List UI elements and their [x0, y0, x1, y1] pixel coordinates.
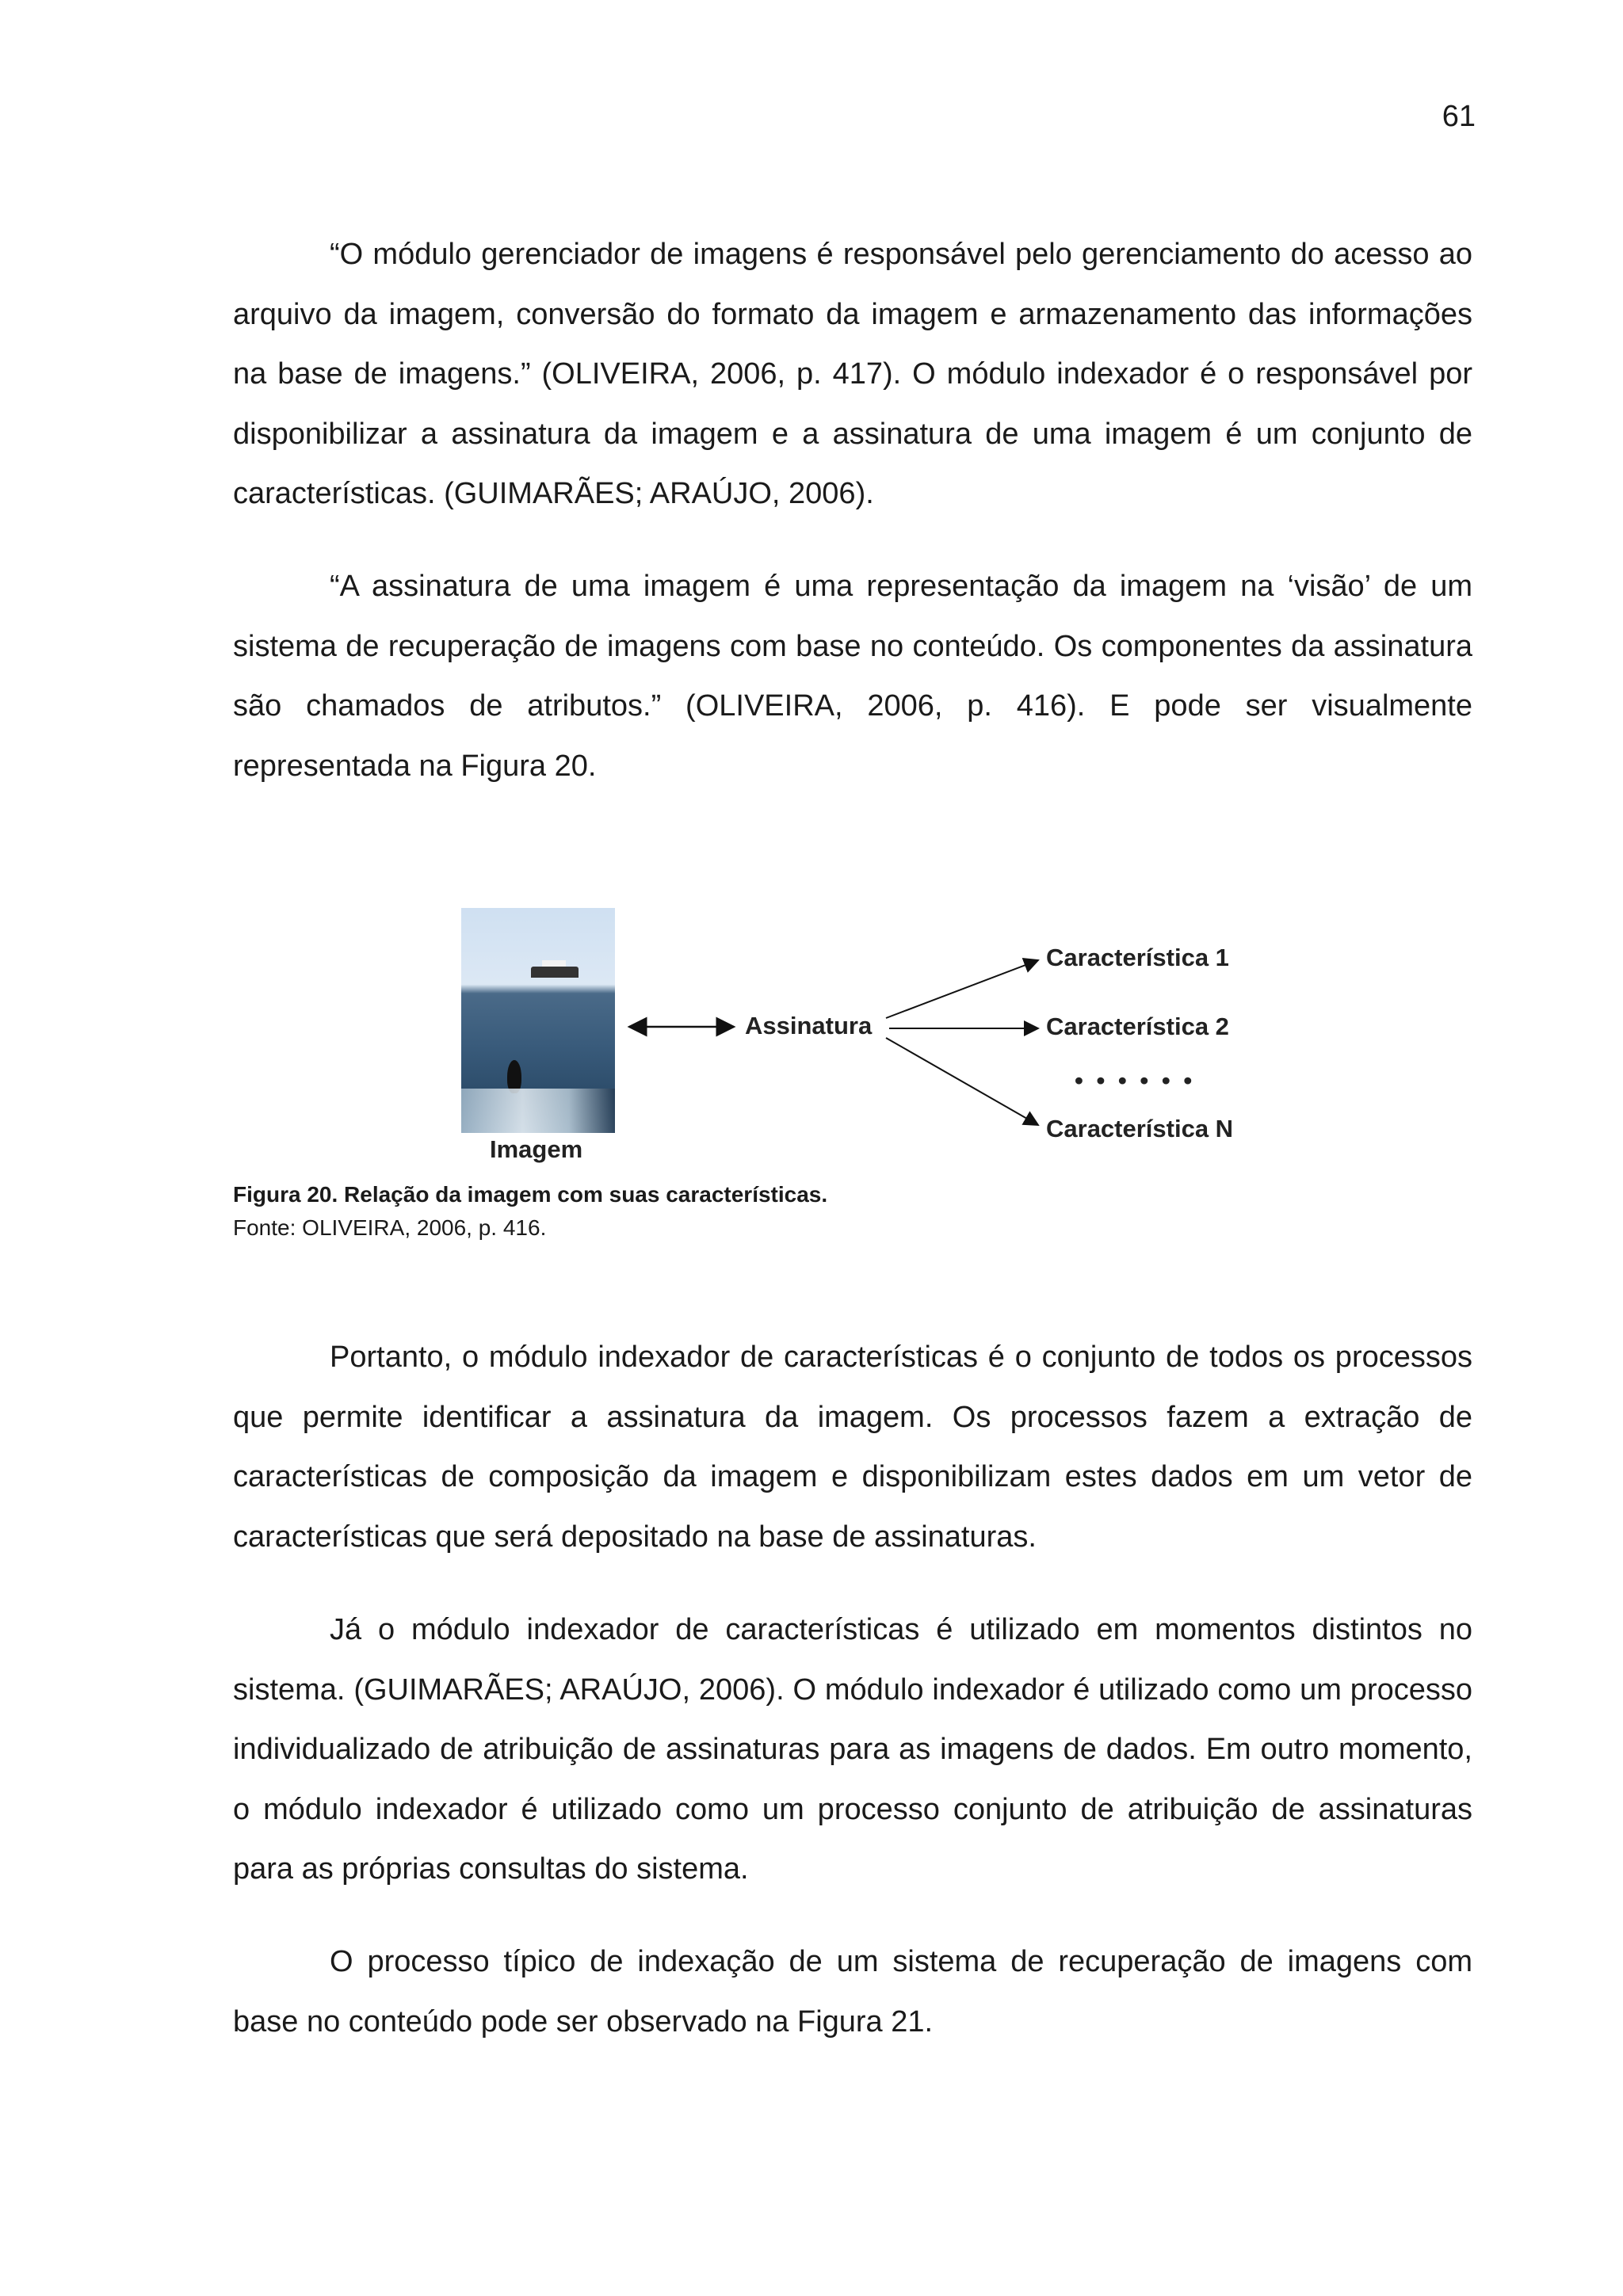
- paragraph-1: “O módulo gerenciador de imagens é responsável pelo gerenciamento do acesso ao arquivo da imagem, conversão do formato da imagem e armazenamento das informações na base de imagens.” (OLIVEIRA, 2006, p. 417). O módulo indexador é o responsável por disponibilizar a assinatura da imagem e a assinatura de uma imagem é um conjunto de características. (GUIMARÃES; ARAÚJO, 2006).: [233, 238, 1472, 510]
- ellipsis-dots: • • • • • •: [1075, 1066, 1196, 1094]
- paragraph-2: “A assinatura de uma imagem é uma representação da imagem na ‘visão’ de um sistema de recuperação de imagens com base no conteúdo. Os componentes da assinatura são chamados de atributos.” (OLIVEIRA, 2006, p. 416). E pode ser visualmente representada na Figura 20.: [233, 570, 1472, 783]
- arrow-to-feature-n: [886, 1038, 1038, 1125]
- figure-caption: [233, 1178, 827, 1245]
- figure-20: [452, 887, 1260, 1173]
- signature-label: Assinatura: [745, 1012, 873, 1039]
- paragraph-3: Portanto, o módulo indexador de características é o conjunto de todos os processos que permite identificar a assinatura da imagem. Os processos fazem a extração de características de composição da imagem e disponibilizam estes dados em um vetor de características que será depositado na base de assinaturas.: [233, 1341, 1472, 1554]
- page-number: 61: [1442, 100, 1476, 133]
- paragraph-5: O processo típico de indexação de um sistema de recuperação de imagens com base no conteúdo pode ser observado na Figura 21.: [233, 1945, 1472, 2039]
- paragraph-4: Já o módulo indexador de características é utilizado em momentos distintos no sistema. (GUIMARÃES; ARAÚJO, 2006). O módulo indexador é utilizado como um processo individualizado de atribuição de assinaturas para as imagens de dados. Em outro momento, o módulo indexador é utilizado como um processo conjunto de atribuição de assinaturas para as próprias consultas do sistema.: [233, 1613, 1472, 1886]
- caption-title: Figura 20. Relação da imagem com suas características.: [233, 1182, 828, 1207]
- arrow-to-feature-1: [886, 960, 1038, 1018]
- feature-2-label: Característica 2: [1046, 1013, 1229, 1040]
- feature-1-label: Característica 1: [1046, 944, 1229, 971]
- feature-n-label: Característica N: [1046, 1115, 1234, 1142]
- caption-source: Fonte: OLIVEIRA, 2006, p. 416.: [233, 1215, 547, 1240]
- image-label: Imagem: [490, 1135, 583, 1163]
